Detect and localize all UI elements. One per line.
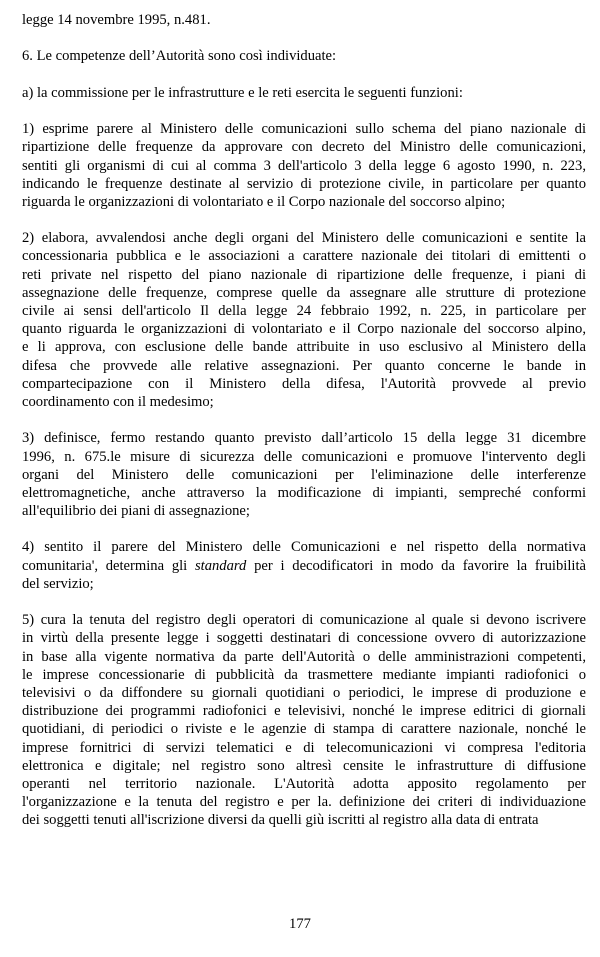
page-body [22, 11, 586, 829]
text-line: elettromagnetiche, anche attraverso la modificazione di impianti, sempreché conformi [22, 484, 586, 501]
text-line: del servizio; [22, 575, 94, 592]
paragraph-gap [22, 211, 586, 229]
text-line: coordinamento con il medesimo; [22, 393, 214, 410]
text-line: 1) esprime parere al Ministero delle comunicazioni sullo schema del piano nazionale di [22, 121, 586, 138]
text-line: l'organizzazione e la tenuta del registro e per la. definizione dei criteri di individuazione [22, 794, 586, 811]
text-line: quanto riguarda le organizzazioni di volontariato e il Corpo nazionale del soccorso alpino, [22, 321, 586, 338]
text-line: difesa che provvede alle relative assegnazioni. Per quanto concerne le bande in [22, 357, 586, 374]
text-line: 4) sentito il parere del Ministero delle Comunicazioni e nel rispetto della normativa [22, 539, 586, 556]
text-line: quotidiani, di periodici o riviste e le agenzie di stampa di carattere nazionale, nonché le [22, 721, 586, 738]
text-line: 5) cura la tenuta del registro degli operatori di comunicazione al quale si devono iscrivere [22, 612, 586, 629]
text-line: 1996, n. 675.le misure di sicurezza delle comunicazioni e promuove l'intervento degli [22, 448, 586, 465]
text-line: 6. Le competenze dell’Autorità sono così individuate: [22, 48, 337, 65]
italic-term: standard [194, 557, 247, 574]
text-line: distribuzione dei programmi radiofonici e televisivi, nonché le imprese editrici di giornali [22, 703, 586, 720]
paragraph-gap [22, 411, 586, 429]
text-line: concessionaria pubblica e le associazioni a carattere nazionale dei titolari di emittenti o [22, 248, 586, 265]
paragraph-gap [22, 593, 586, 611]
text-line: le imprese concessionarie di pubblicità da trasmettere mediante impianti radiofonici o [22, 666, 586, 683]
paragraph-gap [22, 66, 586, 84]
text-line: all'equilibrio dei piani di assegnazione; [22, 503, 250, 520]
text-line: indicando le frequenze destinate al servizio di protezione civile, in particolare per quanto [22, 175, 586, 192]
paragraph-p1 [22, 47, 586, 65]
paragraph-gap [22, 29, 586, 47]
text-line: riguarda le organizzazioni di volontariato e il Corpo nazionale del soccorso alpino; [22, 193, 506, 210]
text-line: e li approva, con esclusione delle bande attribuite in uso esclusivo al Ministero della [22, 339, 586, 356]
text-line: civile ai sensi dell'articolo Il della legge 24 febbraio 1992, n. 225, in particolare per [22, 303, 586, 319]
text-line: 3) definisce, fermo restando quanto previsto dall’articolo 15 della legge 31 dicembre [22, 430, 586, 447]
paragraph-p3 [22, 120, 586, 211]
text-line: organi del Ministero delle comunicazioni per l'eliminazione delle interferenze [22, 466, 586, 483]
paragraph-gap [22, 520, 586, 538]
text-line: elettronica e digitale; nel registro sono altresì censite le infrastrutture di diffusione [22, 757, 586, 774]
text-line: dei soggetti tenuti all'iscrizione diversi da quelli giù iscritti al registro alla data di entrata [22, 812, 539, 829]
text-line: a) la commissione per le infrastrutture e le reti esercita le seguenti funzioni: [22, 84, 463, 101]
paragraph-p7 [22, 611, 586, 829]
paragraph-p6 [22, 538, 586, 593]
text-line: imprese fornitrici di servizi telematici e di telecomunicazioni vi compresa l'editoria [22, 739, 586, 756]
paragraph-gap [22, 102, 586, 120]
text-line: assegnazione delle frequenze, comprese quelle da assegnare alle strutture di protezione [22, 284, 586, 301]
text-line: operanti nel territorio nazionale. L'Autorità adotta apposito regolamento per [22, 775, 586, 792]
text-line: in virtù della presente legge i soggetti destinatari di concessione ovvero di autorizzazione [22, 630, 586, 647]
text-line: 2) elabora, avvalendosi anche degli organi del Ministero delle comunicazioni e sentite la [22, 230, 586, 247]
text-line: televisivi o da diffondere su giornali quotidiani o periodici, le imprese di produzione e [22, 684, 586, 701]
text-line: legge 14 novembre 1995, n.481. [22, 12, 211, 28]
text-line: compartecipazione con il Ministero della difesa, l'Autorità provvede al previo [22, 375, 586, 392]
text-line: reti private nel rispetto del piano nazionale di ripartizione delle frequenze, i piani di [22, 266, 586, 283]
text-line: in base alla vigente normativa da parte dell'Autorità o delle amministrazioni competenti, [22, 648, 586, 665]
page-number: 177 [289, 916, 311, 932]
paragraph-p0 [22, 11, 586, 29]
paragraph-p5 [22, 429, 586, 520]
paragraph-p4 [22, 229, 586, 411]
text-line: sentiti gli organismi di cui al comma 3 dell'articolo 3 della legge 6 agosto 1990, n. 223, [22, 157, 586, 174]
text-line: comunitaria', determina gli standard per i decodificatori in modo da favorire la fruibilità [22, 557, 586, 574]
paragraph-p2 [22, 84, 586, 102]
text-line: ripartizione delle frequenze da approvare con decreto del Ministro delle comunicazioni, [22, 139, 586, 156]
